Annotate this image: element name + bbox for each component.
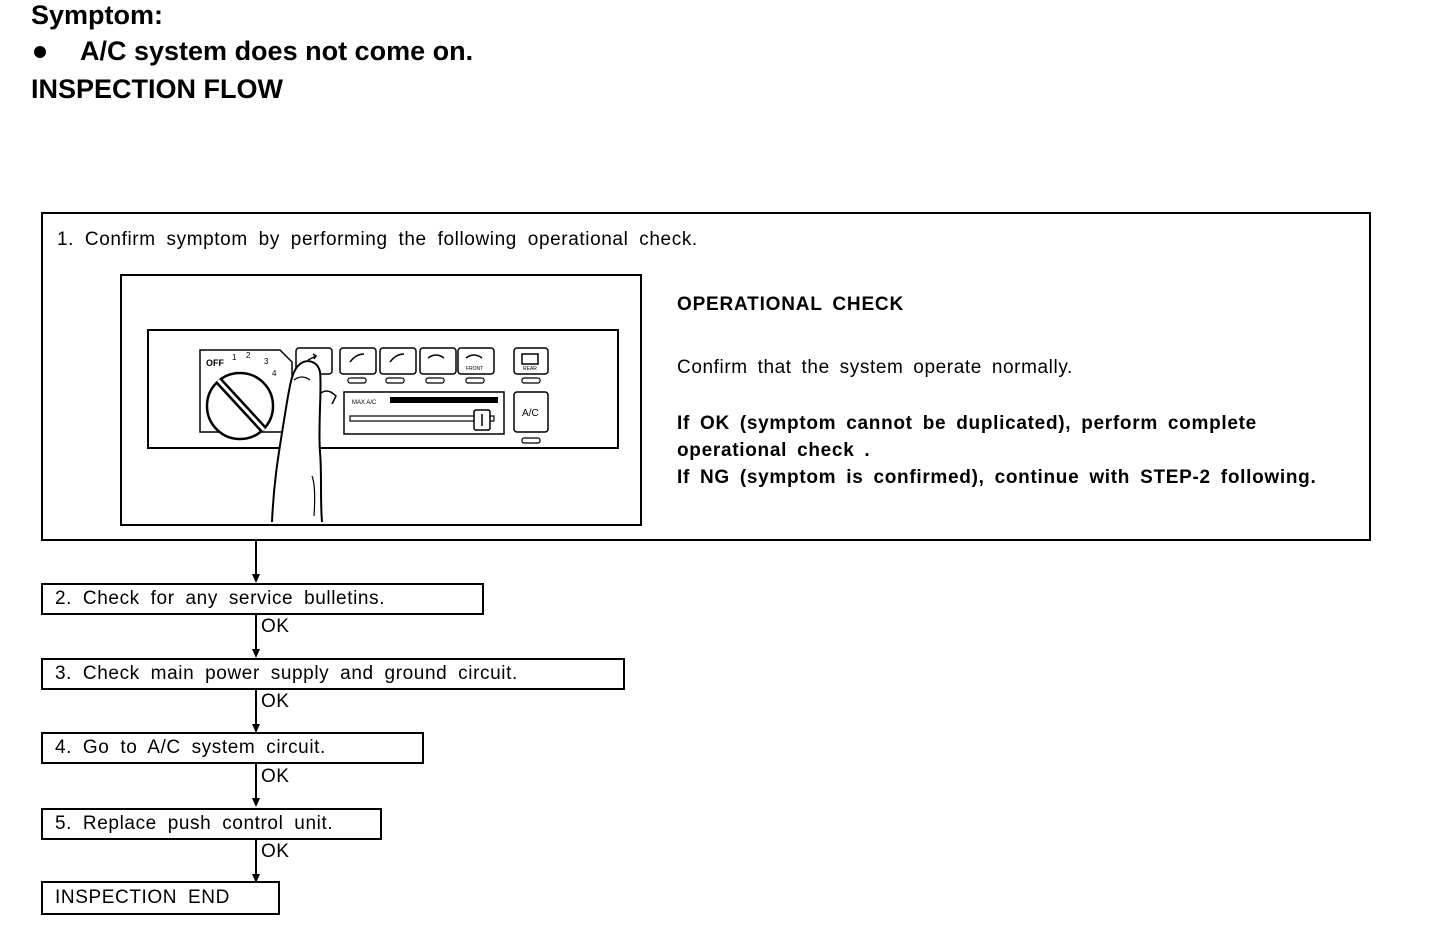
operational-check-description: Confirm that the system operate normally.	[677, 357, 1073, 378]
symptom-heading: Symptom:	[31, 0, 164, 30]
ok-label: OK	[261, 766, 290, 787]
connector-line	[255, 764, 257, 800]
ok-instruction-line-2: operational check .	[677, 440, 871, 461]
rear-defrost-label: REAR	[523, 366, 537, 372]
ok-label: OK	[261, 841, 290, 862]
fan-4-label: 4	[272, 369, 277, 378]
step-1-label: 1. Confirm symptom by performing the following operational check.	[57, 229, 698, 250]
fan-2-label: 2	[246, 351, 251, 360]
ng-instruction-line: If NG (symptom is confirmed), continue with STEP-2 following.	[677, 467, 1317, 488]
fan-off-label: OFF	[206, 358, 224, 368]
ok-label: OK	[261, 691, 290, 712]
connector-line	[255, 615, 257, 651]
hand-pressing-button-illustration	[122, 276, 640, 524]
step-2-box: 2. Check for any service bulletins.	[41, 583, 484, 615]
fan-3-label: 3	[264, 357, 269, 366]
connector-line	[255, 541, 257, 575]
inspection-flow-title: INSPECTION FLOW	[31, 74, 283, 104]
step-3-box: 3. Check main power supply and ground circuit.	[41, 658, 625, 690]
ok-instruction-line-1: If OK (symptom cannot be duplicated), perform complete	[677, 413, 1257, 434]
symptom-text: A/C system does not come on.	[80, 36, 474, 66]
ac-button-label: A/C	[522, 408, 539, 419]
step-1-box	[41, 212, 1371, 541]
operational-check-instructions	[677, 410, 1316, 491]
front-defrost-label: FRONT	[466, 366, 484, 372]
arrow-down-icon	[252, 798, 260, 807]
max-ac-label: MAX A/C	[352, 400, 377, 406]
inspection-end-box: INSPECTION END	[41, 881, 280, 915]
control-panel-illustration	[120, 274, 642, 526]
fan-1-label: 1	[232, 353, 237, 362]
bullet-icon	[34, 46, 46, 58]
arrow-down-icon	[252, 574, 260, 583]
ok-label: OK	[261, 616, 290, 637]
connector-line	[255, 690, 257, 726]
step-4-box: 4. Go to A/C system circuit.	[41, 732, 424, 764]
connector-line	[255, 840, 257, 876]
step-5-box: 5. Replace push control unit.	[41, 808, 382, 840]
arrow-down-icon	[252, 649, 260, 658]
operational-check-title: OPERATIONAL CHECK	[677, 294, 904, 315]
symptom-item	[31, 36, 473, 67]
